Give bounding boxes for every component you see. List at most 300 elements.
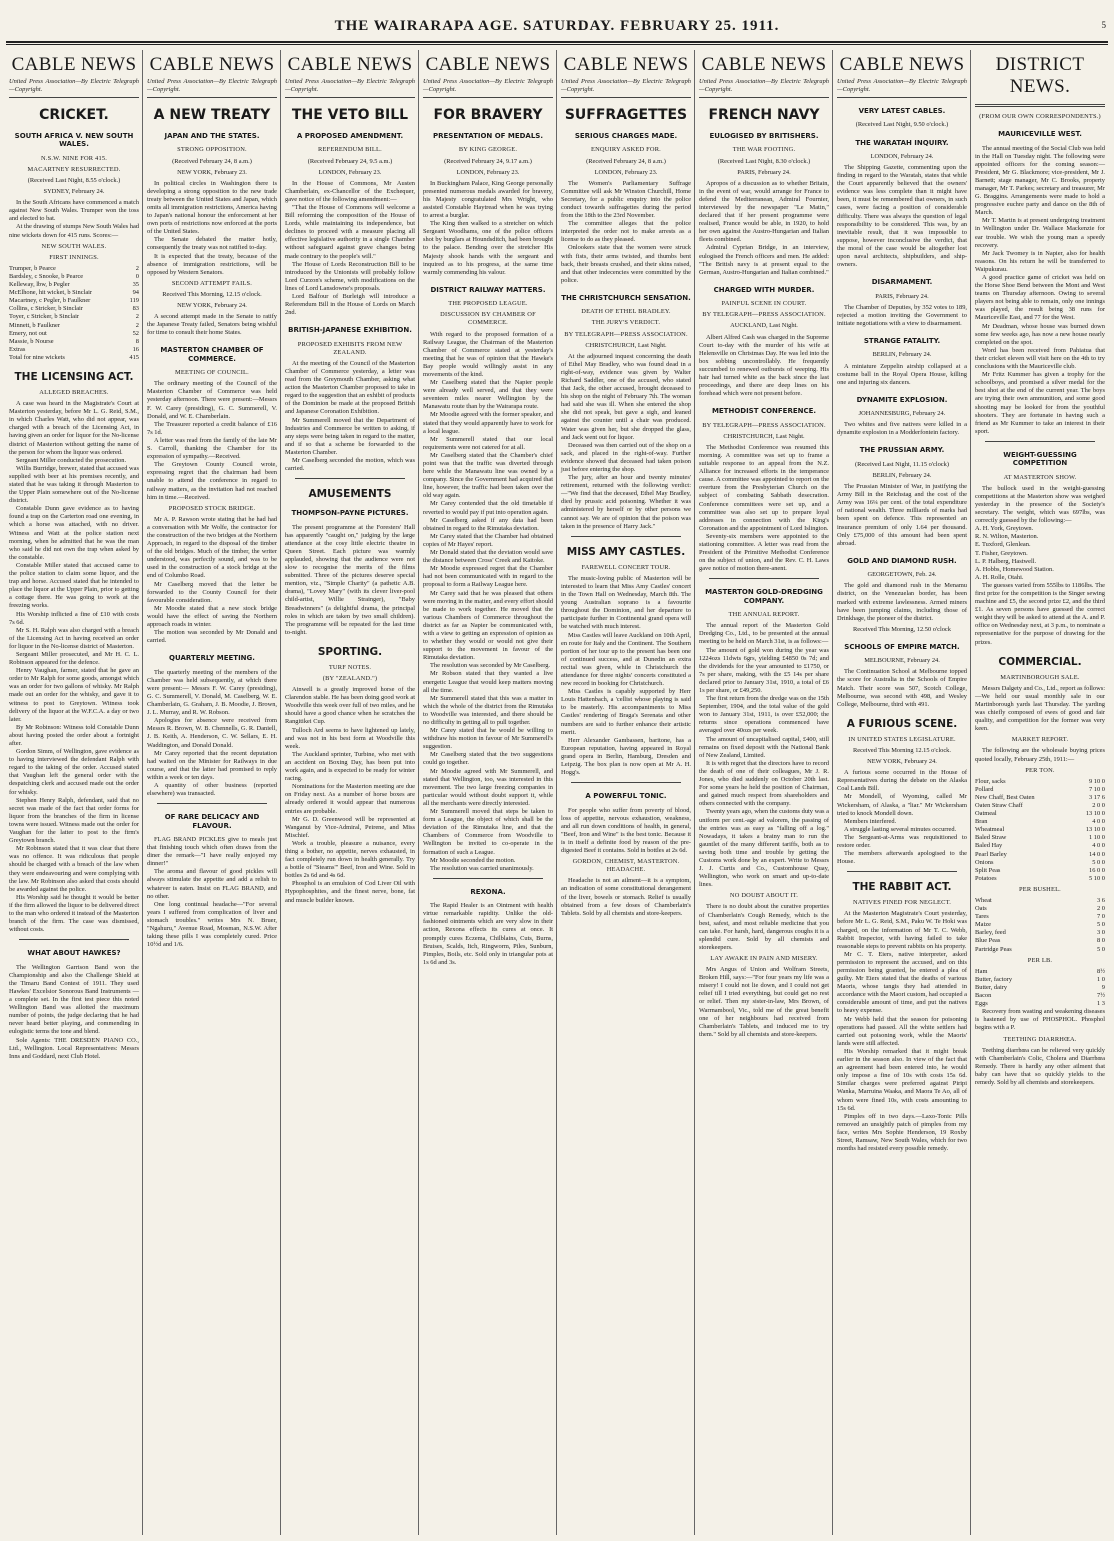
article-paragraph: Mr Caselberg stated that the two suggestions could go together.	[423, 751, 553, 767]
article-paragraph: Mr Caselberg moved that the letter be forwarded to the County Council for their favourable consideration.	[147, 580, 277, 604]
row-label: Minnett, b Faulkner	[9, 321, 60, 329]
section-rule	[847, 871, 957, 872]
article-title: A PROPOSED AMENDMENT.	[296, 132, 404, 140]
article-paragraph: Mr Donald stated that the deviation would save the distance between Cross' Creek and Kaitoke.	[423, 549, 553, 565]
article-paragraph: The jury, after an hour and twenty minutes' retirement, returned with the following verdict:—"We find that the deceased, Ethel May Bradley, died by prussic acid poisoning. Whether it was administered by herself or by other persons we cannot say. We are of opinion that the poison was taken in the presence of Harry Jack."	[561, 474, 691, 530]
row-label: Butter, dairy	[975, 983, 1008, 991]
section-rule	[19, 939, 129, 940]
table-row	[9, 305, 139, 313]
subheading: AT MASTERTON SHOW.	[1003, 473, 1077, 481]
row-value: 3 0	[1097, 929, 1105, 937]
subheading: REFERENDUM BILL.	[318, 146, 382, 154]
article-paragraph: Mr Summerell stated that our local requirements were not catered for at all.	[423, 435, 553, 451]
column-header: CABLE NEWS	[563, 54, 689, 75]
wire-credit: United Press Association—By Electric Telegraph—Copyright.	[423, 78, 553, 98]
wire-credit: United Press Association—By Electric Telegraph—Copyright.	[9, 78, 139, 98]
article-paragraph: In the House of Commons, Mr Austen Chamberlain, ex-Chancellor of the Exchequer, gave notice of the following amendment:—	[285, 179, 415, 203]
article-paragraph: Miss Castles is capably supported by Herr Louis Hattenbach, a 'cellist whose playing is said to be masterly. His accompaniments to Miss Castles' rendering of Braga's Serenata and other numbers are said to further enhance their artistic merit.	[561, 688, 691, 736]
article-paragraph: A furious scene occurred in the House of Representatives during the debate on the Alaska Coal Lands Bill.	[837, 769, 967, 793]
article-paragraph: Mr Carey said that he was pleased that others were moving in the matter, and every effort should be made to work together. He moved that the various Chambers of Commerce throughout the district as far as Napier be communicated with, with a view to getting an expression of opinion as to whether they would or would not give their support to the movement in favour of the Rimutaka deviation.	[423, 589, 553, 662]
column-divider	[280, 50, 281, 1535]
article-paragraph: Lord Balfour of Burleigh will introduce a Referendum Bill in the House of Lords on March 2nd.	[285, 293, 415, 317]
table-row	[975, 968, 1105, 976]
dateline: MELBOURNE, February 24.	[864, 657, 940, 665]
article-paragraph: Twenty years ago, when the customs duty was a uniform per cent.-age ad valorem, the passing of the entries was as easy as "falling off a log." Nowadays, it takes a brainy man to run the gauntlet of the many different tariffs, both as to saving both time and trouble by getting the Customs work done by an expert. Write to Messrs J. J. Curtis and Co., Customhouse Quay, Wellington, who work on smart and up-to-date lines.	[699, 808, 829, 889]
row-value: 5 0	[1097, 945, 1105, 953]
article-title: SPORTING.	[317, 645, 383, 658]
article-paragraph: Mr Caselberg stated that the Napier people were already well served, and that they were seventeen miles nearer Wellington by the Manawatu route than by the Wairarapa route.	[423, 379, 553, 411]
article-paragraph: There is no doubt about the curative properties of Chamberlain's Cough Remedy, which is the best, safest, and most reliable medicine that you can take. For harsh, hard, dangerous coughs it is a splendid cure. Sold by all chemists and storekeepers.	[699, 903, 829, 951]
row-value: 119	[129, 297, 139, 305]
article-paragraph: In Buckingham Palace, King George personally presented numerous medals awarded for bravery, his Majesty congratulated Mrs Wright, who assisted Constable Haytread when he was trying to arrest a burglar.	[423, 179, 553, 220]
article-paragraph: Tulloch Ard seems to have lightened up lately, and was not in his best form at Woodville this week.	[285, 726, 415, 750]
article-paragraph: The Treasurer reported a credit balance of £16 7s 1d.	[147, 420, 277, 436]
article-paragraph: Herr Alexander Gambassen, baritone, has a European reputation, having appeared in Royal grand opera in Berlin, Hamburg, Dresden and Leipzig. The box plan is now open at Mr A. H. Hogg's.	[561, 736, 691, 777]
article-paragraph: FLAG BRAND PICKLES give to meals just that finishing touch which often draws from the diner the remark—"I have really enjoyed my dinner!"	[147, 836, 277, 868]
article-paragraph: Sergeant Miller prosecuted, and Mr H. C. L. Robinson appeared for the defence.	[9, 650, 139, 667]
row-label: Bran	[975, 818, 988, 826]
article-paragraph: The Prussian Minister of War, in justifying the Army Bill in the Reichstag and the cost of the Army was 16¼ per cent. of the total expenditure of national wealth. Three milliards of marks had been spent on defence. This represented an insurance premium of only 1.64 per thousand. Only £75,000 of this amount had been spent abroad.	[837, 483, 967, 547]
row-value: 5 0 0	[1092, 858, 1105, 866]
section-rule	[985, 441, 1095, 442]
article-title: METHODIST CONFERENCE.	[711, 407, 817, 416]
row-label: R. N. Wilton, Masterton.	[975, 533, 1039, 541]
article-paragraph: Teething diarrhœa can be relieved very quickly with Chamberlain's Colic, Cholera and Diarrhœa Remedy. There is hardly any other ailment that baby can have that so quickly yields to the remedy. Sold by all chemists and storekeepers.	[975, 1046, 1105, 1086]
article-title: A POWERFUL TONIC.	[585, 792, 667, 801]
article-paragraph: Mr Robinson stated that it was clear that there was no offence. It was ridiculous that people should be charged with a breach of the law when they were endeavouring and were complying with the law. Mr Robinson also asked that costs should be awarded against the police.	[9, 845, 139, 893]
article-paragraph: The Shipping Gazette, commenting upon the finding in regard to the Waratah, states that while the Court apparently believed that the owners' evidence was less complete than it might have been, it must be remembered that owners, in such cases, were facing a position of considerable difficulty. There was always the question of legal responsibility to be considered. This was, by an inevitable result, that it was impossible to suppose, however inconclusive the verdict, that the moral of the case would be altogether lost upon naval architects, shipbuilders, and ship-owners.	[837, 164, 967, 269]
article-paragraph: Onlookers state that the women were struck with fists, their arms twisted, and thumbs bent back, their breasts crushed, and their skins raised, and that other indecencies were committed by the police.	[561, 244, 691, 284]
subheading: (BY "ZEALAND.")	[322, 675, 378, 682]
table-row	[9, 297, 139, 305]
table-row	[9, 330, 139, 338]
article-title: REXONA.	[470, 887, 506, 896]
article-paragraph: The Women's Parliamentary Suffrage Committee will ask Mr Winston Churchill, Home Secretary, for a public enquiry into the police conduct towards suffragettes during the period from the 18th to the 23rd November.	[561, 179, 691, 220]
column-header: CABLE NEWS	[149, 54, 275, 75]
article-paragraph: Phosphol is an emulsion of Cod Liver Oil with Hypophosphites, and the finest nerve, bone, fat and muscle builder known.	[285, 880, 415, 904]
row-value: 9 10 0	[1089, 777, 1105, 785]
table-row	[9, 354, 139, 362]
article-paragraph: The following are the wholesale buying prices quoted locally, February 25th, 1911:—	[975, 747, 1105, 763]
article-paragraph: His Worship remarked that it might break earlier in the season also. In view of the fact that an agreement had been entered into, he would only impose a fine of 10s with costs 15s 6d. Similar charges were preferred against Piripi Wanka, Marruina Waaka, and Maora Te Ao, all of whom were fined 10s, with costs amounting to 15s 6d.	[837, 1047, 967, 1112]
article-paragraph: Mr Fritz Kummer has given a trophy for the schoolboys, and promised a silver medal for the best shot at the end of the current year. The boys are trying their own ammunition, and some good shooting may be looked for from the youthful shooters. They are fortunate in having such a friend as Mr Kummer to take an interest in their sport.	[975, 371, 1105, 435]
table-row	[975, 525, 1105, 533]
article-paragraph: Mr Moodie agreed with the former speaker, and stated that they would apparently have to work for a local league.	[423, 411, 553, 435]
article-paragraph: Sergeant Miller conducted the prosecution.	[16, 456, 127, 464]
article-title: SOUTH AFRICA V. NEW SOUTH WALES.	[14, 132, 134, 149]
dateline: NEW YORK, February 24.	[177, 302, 247, 309]
article-paragraph: In the South Africans have commenced a match against New South Wales. Trumper won the toss and elected to bat.	[9, 199, 139, 223]
table-row	[975, 992, 1105, 1000]
article-title: VERY LATEST CABLES.	[858, 107, 946, 115]
subheading: PAINFUL SCENE IN COURT.	[721, 300, 807, 308]
received-line: (Received Last Night, 11.15 o'clock)	[855, 460, 949, 468]
article-title: GOLD AND DIAMOND RUSH.	[847, 556, 957, 565]
row-label: Baled Hay	[975, 842, 1003, 850]
row-value: 415	[129, 353, 139, 361]
article-title: DYNAMITE EXPLOSION.	[856, 395, 948, 404]
row-value: 2 0 0	[1092, 801, 1105, 809]
section-rule	[157, 803, 267, 804]
column-divider	[832, 50, 833, 1535]
article-paragraph: Work a trouble, pleasure a nuisance, every thing a bother, no appetite, nerves exhausted, in fact completely run down in health generally. Try a bottle of "Steams'" Beef, Iron and Wine. Sold in bottles 2s 6d and 4s 6d.	[285, 839, 415, 880]
table-row	[975, 976, 1105, 984]
article-paragraph: The Methodist Conference was resumed this morning. A committee was set up to frame a suitable response to an appeal from the N.Z. Alliance for increased efforts in the temperance cause. A committee was appointed to report on the overture from the Presbyterian Church on the subject of combating Sabbath desecration. Conference committees were set up, and a committee was also set up to prepare loyal addresses in connection with the King's Coronation and the appointment of Lord Islington.	[699, 443, 829, 532]
article-title: AMUSEMENTS	[308, 488, 392, 501]
article-paragraph: Mr Caselberg seconded the motion, which was carried.	[285, 457, 415, 473]
row-label: Bacon	[975, 992, 992, 1000]
received-line: (Received February 24, 9.5 a.m.)	[307, 157, 393, 165]
masthead-title: THE WAIRARAPA AGE. SATURDAY. FEBRUARY 25. 1911.	[334, 18, 780, 34]
row-value: 4 0 0	[1092, 842, 1105, 850]
row-value: 35	[132, 281, 139, 289]
article-paragraph: Miss Castles will leave Auckland on 10th April, en route for Italy and the Continent. The Southern portion of her tour up to the present has been one of continued success, and at Dunedin an extra recital was given, while in Christchurch the attendance for three nights' concerts constituted a new record in booking for Christchurch.	[561, 631, 691, 688]
column-divider	[694, 50, 695, 1535]
article-title: THOMPSON-PAYNE PICTURES.	[291, 509, 409, 518]
subheading: PROPOSED STOCK BRIDGE.	[168, 504, 256, 512]
article-title: THE LICENSING ACT.	[14, 370, 134, 383]
article-paragraph: The ordinary meeting of the Council of the Masterton Chamber of Commerce was held yesterday afternoon. There were present:—Messrs F. W. Carey (presiding), G. C. Summerell, V. Donald, and W. E. Chamberlain.	[147, 380, 277, 420]
page-number: 5	[1101, 20, 1106, 30]
subheading: DISCUSSION BY CHAMBER OF COMMERCE.	[440, 311, 536, 327]
row-value: 1 0	[1097, 975, 1105, 983]
row-label: A. Hobbs, Homewood Station.	[975, 565, 1054, 573]
row-label: Wheat	[975, 897, 992, 904]
row-label: Barley, feed	[975, 929, 1006, 937]
subheading: FIRST INNINGS.	[49, 253, 99, 261]
article-paragraph: Mr Summerell moved that steps be taken to form a League, the object of which shall be the deviation of the Rimutaka line, and that the Chambers of Commerce from Woodville to Wellington be invited to co-operate in the formation of such a League.	[423, 808, 553, 856]
row-value: 52	[132, 329, 139, 337]
received-line: (Received February 24, 8 a.m.)	[172, 157, 252, 165]
table-row	[975, 566, 1105, 574]
row-label: Blue Peas	[975, 937, 1001, 945]
table-row	[975, 875, 1105, 883]
article-paragraph: Willis Burridge, brewer, stated that accused was supplied with beer at his premises recently, and stated that he was taking it through Masterton to the Upper Plain somewhere out of the No-license district.	[9, 464, 139, 505]
received-line: Received This Morning, 12.50 o'clock	[853, 625, 951, 633]
row-value: 8 0	[1097, 937, 1105, 945]
article-paragraph: The amount of uncapitalised capital, £400, still remains on fixed deposit with the National Bank of New Zealand, Limited.	[699, 735, 829, 759]
article-paragraph: Constable Dunn gave evidence as to having found a trap on the Carterton road one evening, in which a horse was attached, with no driver. Witness and Watt at the police station next morning, when he admitted that he was the man who said he did not own the trap when asked by the constable.	[9, 505, 139, 561]
table-row	[9, 281, 139, 289]
subheading: MEETING OF COUNCIL.	[175, 369, 249, 377]
dateline: CHRISTCHURCH, Last Night.	[585, 341, 667, 349]
article-title: MISS AMY CASTLES.	[566, 545, 686, 558]
column-bravery	[420, 50, 556, 1535]
wire-credit: United Press Association—By Electric Telegraph—Copyright.	[285, 78, 415, 98]
article-paragraph: The amount of gold won during the year was 1224ozs 11dwts 6grs, yielding £4850 0s 7d; and the dividends for the year amounted to £1750, or 7s per share, making, with the £5 14s per share declared prior to January 31st, 1910, a total of £6 1s per share, or £49,250.	[699, 646, 829, 694]
row-label: T. Fisher, Greytown.	[975, 549, 1028, 557]
column-new-treaty	[144, 50, 280, 1535]
row-label: E. Tuxford, Glenlean.	[975, 541, 1031, 549]
article-title: JAPAN AND THE STATES.	[164, 132, 260, 140]
article-paragraph: Mr Summerell moved that the Department of Industries and Commerce be written to asking, if any steps were being taken in regard to the matter, and if so that a scheme be forwarded to the Masterton Chamber.	[285, 416, 415, 456]
article-paragraph: The present programme at the Foresters' Hall has apparently "caught on," judging by the large attendance at the cosy little electric theatre in Queen Street. Each picture was warmly applauded, showing that the audience were not slow to recognise the merits of the films submitted. Three of the pictures deserve special mention, viz., "Simple Charity" (a pathetic A.B. drama), "Lovey Mary" (with its clever liver-pool child-artist, Willie Strainger), "Baby Breadwinners" (a delightful drama, the principal roles in which are taken by two small children). The programme will be repeated for the last time to-night.	[285, 523, 415, 636]
row-label: A. H. York, Greytown.	[975, 525, 1034, 533]
column-header: CABLE NEWS	[287, 54, 413, 75]
article-paragraph: Apologies for absence were received from Messrs R. Brown, W. B. Chennells, G. R. Daniell, J. B. Keith, A. Henderson, C. W. Sellars, E. H. Waddington, and Donald Donald.	[147, 717, 277, 749]
article-paragraph: Seventy-six members were appointed to the stationing committee. A letter was read from the President of the Primitive Methodist Conference on the subject of union, and the Rev. C. H. Laws gave notice of motion there-anent.	[699, 532, 829, 573]
article-paragraph: Albert Alfred Cash was charged in the Supreme Court to-day with the murder of his wife at Helensville on Christmas Day. He was led into the box sobbing uncontrollably. He frequently succumbed to renewed outbursts of weeping. His hair had turned white as the back since the last proceedings, and there are deep lines on his forehead which were not present before.	[699, 333, 829, 398]
article-paragraph: Mr G. D. Greenwood will be represented at Wanganui by Vice-Admiral, Peirene, and Miss Mischief.	[285, 815, 415, 839]
article-paragraph: The Auckland sprinter, Turbine, who met with an accident on Boxing Day, has been put into work again, and is expected to be ready for winter racing.	[285, 750, 415, 783]
row-label: Split Peas	[975, 866, 1001, 874]
subheading: (FROM OUR OWN CORRESPONDENTS.)	[979, 113, 1101, 120]
article-paragraph: His Worship said he thought it would be better if the firm allowed the liquor to be delivered direct to the man who ordered it instead of the Masterton branch of the firm. The case was dismissed, without costs.	[9, 893, 139, 934]
row-label: Macartney, c Pegler, b Faulkner	[9, 297, 91, 305]
article-paragraph: Messrs Dalgety and Co., Ltd., report as follows:—We held our usual monthly sale in our Martinborough yards last Thursday. The yarding was chiefly composed of ewes of good and fair quality, and competition for the former was very keen.	[975, 684, 1106, 733]
article-paragraph: The gold and diamond rush in the Menamu district, on the Venezuelan border, has been marked with extreme lawlessness. Armed miners have been jumping claims, including those of Drinkhage, the pioneer of the district.	[837, 582, 967, 622]
subheading: STRONG OPPOSITION.	[177, 146, 247, 154]
article-paragraph: The Wellington Garrison Band won the Championship and also the Challenge Shield at the Timaru Band Contest of 1911. They used Hawkes' Excelsior Sonorous Band Instruments — a complete set. In the first test piece this noted Wellington Band was allotted the maximum number of points, the judge declaring that he had never heard better playing, and commending in eulogistic terms the tone and blend.	[9, 963, 139, 1036]
table-row	[975, 897, 1105, 905]
column-veto-bill	[282, 50, 418, 1535]
article-paragraph: The King then walked to a stretcher on which Sergeant Woodhams, one of the police officers shot by burglars at Houndsditch, had been brought to the palace. Bending over the stretcher His Majesty shook hands with the sergeant and inquired as to his progress, at the same time warmly commending his valour.	[423, 220, 553, 276]
subheading: THE PROPOSED LEAGUE.	[448, 300, 528, 308]
table-row	[9, 313, 139, 321]
row-label: Trumper, b Pearce	[9, 264, 56, 272]
table-row	[975, 842, 1105, 850]
section-rule	[571, 782, 681, 783]
subheading: GORDON, CHEMIST, MASTERTON. HEADACHE.	[572, 858, 680, 874]
article-title: MAURICEVILLE WEST.	[998, 130, 1082, 139]
article-title: FOR BRAVERY	[433, 107, 543, 123]
article-title: THE RABBIT ACT.	[852, 881, 952, 894]
article-paragraph: The Greytown County Council wrote, expressing regret that the chairman had been unable to attend the conference in regard to railway matters, as the invitation had not reached him in time.—Received.	[147, 461, 277, 501]
article-paragraph: At the adjourned inquest concerning the death of Ethel May Bradley, who was found dead in a right-of-way, evidence was given by Walter Richard Saddler, one of the accused, who stated that Jack, the other accused, brought deceased to his shop on the night of February 7th. The woman had said she was ill. When she entered the shop she did not speak, but gave a sigh, and leaned against the counter until a chair was produced. Water was given her, but she dropped the glass, and Jack went out for liquor.	[561, 352, 691, 441]
dateline: BERLIN, February 24.	[872, 471, 932, 479]
table-row	[975, 984, 1105, 992]
article-paragraph: Headache is not an ailment—it is a symptom, an indication of some constitutional derangement of the liver, bowels or stomach. Relief is usually obtained from a few doses of Chamberlain's Tablets. Sold by all chemists and store-keepers.	[561, 877, 691, 917]
article-paragraph: Mr Mondell, of Wyoming, called Mr Wickersham, of Alaska, a "liar." Mr Wickersham tried to knock Mondell down.	[837, 793, 967, 817]
subheading: N.S.W. NINE FOR 415.	[40, 154, 108, 162]
table-row	[975, 913, 1105, 921]
table-row	[9, 322, 139, 330]
dateline: LONDON, February 24.	[870, 152, 934, 160]
article-title: QUARTERLY MEETING.	[169, 654, 255, 663]
subheading: PROPOSED EXHIBITS FROM NEW ZEALAND.	[297, 340, 403, 356]
table-row	[975, 834, 1105, 842]
subheading: TEETHING DIARRHŒA.	[1003, 1035, 1077, 1043]
subheading: BY TELEGRAPH—PRESS ASSOCIATION.	[702, 421, 826, 429]
article-paragraph: Mr Carey reported that the recent deputation had waited on the Minister for Railways in due course, and that the latter had promised to reply within a week or ten days.	[147, 749, 277, 781]
article-paragraph: The quarterly meeting of the members of the Chamber was held subsequently, at which there were present:— Messrs F. W. Carey (presiding), G. C. Summerell, V. Donald, M. Caselberg, W. E. Chamberlain, G. Graham, J. B. Moodie, J. Brown, J. L. Murray, and R. W. Robson.	[147, 668, 277, 717]
table-row	[975, 533, 1105, 541]
row-label: Extras	[9, 345, 26, 353]
section-rule	[709, 578, 819, 579]
wire-credit: United Press Association—By Electric Telegraph—Copyright.	[561, 78, 691, 98]
dateline: NEW YORK, February 24.	[867, 758, 937, 766]
article-title: THE VETO BILL	[291, 107, 409, 123]
table-row	[975, 778, 1105, 786]
article-title: OF RARE DELICACY AND FLAVOUR.	[164, 813, 260, 830]
subheading: IN UNITED STATES LEGISLATURE.	[848, 735, 956, 743]
article-paragraph: The House of Lords Reconstruction Bill to be introduced by the Unionists will probably follow Lord Curzon's scheme, with modifications on the lines of Lord Lansdowne's proposals.	[285, 260, 415, 292]
received-line: Received This Morning, 12.15 o'clock.	[162, 290, 262, 298]
row-value: 0	[135, 272, 139, 280]
article-paragraph: Mr Carey stated that he would be willing to withdraw his motion in favour of Mr Summerell's suggestion.	[423, 727, 553, 751]
article-paragraph: Ainwell is a greatly improved horse of the Clarendon stable. He has been doing good work at Woodville this week over full of two miles, and he should have a good chance when he scratches the Rangitikei Cup.	[285, 686, 415, 726]
dateline: BERLIN, February 24.	[872, 351, 932, 359]
article-title: SERIOUS CHARGES MADE.	[574, 132, 678, 140]
article-paragraph: Pimples off in two days.—Laxo-Tonic Pills removed an unsightly patch of pimples from my face, writes Mrs Sophie Henderson, 19 Roxby Street, Ramsaw, New South Wales, which for two months had resisted every possible remedy.	[837, 1112, 967, 1153]
subheading: MARKET REPORT.	[1011, 736, 1069, 744]
article-title: COMMERCIAL.	[998, 655, 1082, 668]
subheading: THE WAR FOOTING.	[732, 146, 796, 154]
dateline: LONDON, February 23.	[318, 168, 382, 176]
row-label: Oatmeal	[975, 810, 997, 818]
article-paragraph: Recovery from wasting and weakening diseases is hastened by use of PHOSPHOL. Phosphol begins with a P.	[975, 1008, 1105, 1032]
article-paragraph: At the Masterton Magistrate's Court yesterday, before Mr L. G. Reid, S.M., Paku W. Te Hoki was charged, on the information of Mr T. C. Webb, Rabbit Inspector, with having failed to take reasonable steps to prevent rabbits on his property.	[837, 910, 967, 950]
subheading: TURF NOTES.	[328, 663, 372, 671]
article-paragraph: A miniature Zeppelin airship collapsed at a costume ball in the Royal Opera House, killing one and injuring six dancers.	[837, 362, 967, 386]
article-paragraph: The committee alleges that the police interpreted the order not to make arrests as a license to do as they pleased.	[561, 220, 691, 244]
article-paragraph: A letter was read from the family of the late Mr S. Carroll, thanking the Chamber for its expression of sympathy.—Received.	[147, 436, 277, 461]
article-paragraph: The Continuation School at Melbourne topped the score for Australia in the Schools of Empire Match. Their score was 507, Scotch College, Melbourne, was second with 498, and Wesley College, Melbourne, third with 491.	[837, 668, 967, 708]
subheading: NEW SOUTH WALES.	[41, 242, 107, 250]
column-french-navy	[696, 50, 832, 1535]
article-title: DISTRICT RAILWAY MATTERS.	[430, 285, 546, 294]
row-value: 4 0 0	[1092, 818, 1105, 826]
table-row	[975, 905, 1105, 913]
article-paragraph: The motion was seconded by Mr Donald and carried.	[147, 629, 277, 645]
article-paragraph: A second attempt made in the Senate to ratify the Japanese Treaty failed, Senators being wishful for time to consult their home States.	[147, 313, 277, 337]
row-label: Collins, c Stricker, b Sinclair	[9, 305, 83, 313]
table-row	[975, 867, 1105, 875]
article-title: PRESENTATION OF MEDALS.	[432, 132, 544, 140]
article-title: THE CHRISTCHURCH SENSATION.	[561, 293, 691, 302]
row-value: 13 10 0	[1085, 810, 1105, 818]
masthead	[0, 18, 1114, 40]
table-row	[975, 574, 1105, 582]
table-row	[9, 289, 139, 297]
table-row	[9, 273, 139, 281]
wire-credit: United Press Association—By Electric Telegraph—Copyright.	[147, 78, 277, 98]
column-header: CABLE NEWS	[839, 54, 965, 75]
article-title: SCHOOLS OF EMPIRE MATCH.	[844, 642, 960, 651]
article-paragraph: Apropos of a discussion as to whether Britain, in the event of war, would arrange for France to defend the Mediterranean, Admiral Fournier, interviewed by the newspaper "Le Matin," declared that if her present programme were realised, France would be able, in 1920, to hold her own against the Austro-Hungarian and Italian fleets combined.	[699, 179, 829, 244]
article-paragraph: A good practice game of cricket was held on the Horse Shoe Bend between the Mont and West teams on Thursday afternoon. Owing to several players not being able to remain, only one innings was played, the result being 38 runs for Mauriceville East, and 77 for the West.	[975, 274, 1105, 322]
article-paragraph: Mr Deadman, whose house was burned down some few weeks ago, has now a new house nearly completed on the spot.	[975, 322, 1105, 346]
row-value: 16 0 0	[1089, 866, 1105, 874]
article-paragraph: Mr A. P. Rawson wrote stating that he had had a conversation with Mr Wolfe, the contractor for the construction of the two bridges at the Northern Approach, in regard to the disposal of the timber of the old bridges. Much of the timber, the writer understood, was perfectly sound, and was to be used in the construction of a stock bridge at the end of Columbo Road.	[147, 515, 277, 580]
row-value: 5 0	[1097, 921, 1105, 929]
article-paragraph: The Chamber of Deputies, by 352 votes to 189, rejected a motion inviting the Government to initiate negotiations with a view to disarmament.	[837, 303, 967, 327]
row-label: Potatoes	[975, 874, 997, 882]
subheading: THE JURY'S VERDICT.	[591, 319, 661, 327]
article-paragraph: For people who suffer from poverty of blood, loss of appetite, nervous exhaustion, weakness, and all run down conditions of health, in general, "Beef, Iron and Wine" is the best tonic. Because it is in itself a definite food by reason of the pre-digested Beef it contains. Sold in bottles at 2s 6d.	[561, 806, 691, 855]
subheading: SECOND ATTEMPT FAILS.	[171, 279, 253, 287]
article-paragraph: Mr S. H. Ralph was also charged with a breach of the Licensing Act in having received an order for liquor in the No-license district of Masterton.	[9, 626, 139, 650]
row-label: Oats	[975, 905, 987, 913]
row-value: 8½	[1097, 967, 1105, 975]
row-label: McElhone, hit wicket, b Sinclair	[9, 289, 93, 297]
article-title: DISARMAMENT.	[871, 278, 933, 287]
article-paragraph: The first return from the dredge was on the 15th September, 1904, and the total value of the gold won to January 31st, 1911, is over £52,000; the returns since operations commenced have averaged over 40ozs per week.	[699, 695, 829, 735]
article-paragraph: Stephen Henry Ralph, defendant, said that no secret was made of the fact that order forms for liquor from the branches of the firm in license towns were issued. Witness made out the order for Vaughan for the latter to post to the firm's Greytown branch.	[9, 796, 139, 845]
table-row	[975, 826, 1105, 834]
row-label: L. P. Halberg, Hastwell.	[975, 557, 1037, 565]
row-value: 7 0	[1097, 913, 1105, 921]
article-paragraph: Sole Agents: THE DRESDEN PIANO CO., Ltd., Wellington. Local Representatives: Messrs Inns and Goddard, next Club Hotel.	[9, 1036, 139, 1060]
table-row	[975, 802, 1105, 810]
table-row	[975, 550, 1105, 558]
row-value: 1 10 0	[1089, 834, 1105, 842]
row-value: 7½	[1097, 992, 1105, 1000]
subheading: THE ANNUAL REPORT.	[728, 611, 800, 619]
table-row	[975, 937, 1105, 945]
article-paragraph: The bullock used in the weight-guessing competitions at the Masterton show was weighed yesterday in the presence of the Society's secretary. The weight, which was 697lbs, was correctly guessed by the following:—	[975, 484, 1105, 525]
article-title: WEIGHT-GUESSING COMPETITION	[1003, 450, 1077, 468]
dateline: NEW YORK, February 23.	[177, 168, 247, 176]
received-line: (Received February 24, 8 a.m.)	[586, 157, 666, 165]
row-label: Maize	[975, 921, 991, 929]
row-label: Pollard	[975, 785, 994, 793]
article-paragraph: It is expected that the treaty, because of the absence of immigration restrictions, will be opposed by Western Senators.	[147, 252, 277, 276]
article-title: SUFFRAGETTES	[564, 107, 688, 123]
article-paragraph: The annual report of the Masterton Gold Dredging Co., Ltd., to be presented at the annual meeting to be held on March 31st, is as follows:—	[699, 622, 829, 646]
column-divider	[418, 50, 419, 1535]
article-paragraph: Mr Carey stated that the Chamber had obtained copies of Mr Hayes' report.	[423, 532, 553, 548]
article-paragraph: Mr Robson stated that they wanted a live energetic League that would keep matters moving all the time.	[423, 670, 553, 694]
table-row	[9, 338, 139, 346]
row-value: 16	[132, 345, 139, 353]
article-title: WHAT ABOUT HAWKES?	[27, 949, 121, 958]
article-paragraph: "That the House of Commons will welcome a Bill reforming the composition of the House of Lords, while maintaining its independence, but declines to proceed with a measure placing all effective legislative authority in a single Chamber without safeguard against grave changes being made contrary to the people's will."	[285, 203, 415, 260]
received-line: (Received Last Night, 9.50 o'clock.)	[855, 121, 949, 129]
table-row	[975, 558, 1105, 566]
row-label: Bardsley, c Snooke, b Pearce	[9, 272, 84, 280]
masthead-rule	[6, 41, 1108, 45]
article-paragraph: In political circles in Washington there is developing a strong opposition to the new trade treaty between the United States and Japan, which omits all immigration restrictions, America having to Japan's national honour the enforcement at her own ports of restrictions now enforced at the ports of the United States.	[147, 179, 277, 236]
article-paragraph: At the meeting of the Council of the Masterton Chamber of Commerce yesterday, a letter was read from the Greymouth Chamber, asking what action the Masterton Chamber proposed to take in regard to the suggestion that an exhibit of products of the Dominion be made at the proposed British and Japanese Coronation Exhibition.	[285, 359, 415, 416]
article-paragraph: Constable Miller stated that accused came to the police station to claim some liquor, and the trap and horse. Accused stated that he intended to place the liquor at the Upper Plain, prior to getting a cottage there. He was going to work at the freezing works.	[9, 561, 139, 610]
table-row	[975, 929, 1105, 937]
article-paragraph: Admiral Cyprian Bridge, in an interview, eulogised the French officers and men. He added: "The British navy is at present equal to the German, Austro-Hungarian and Italian combined."	[699, 244, 829, 276]
row-value: 2	[135, 264, 139, 272]
subheading: NO DOUBT ABOUT IT.	[729, 892, 799, 900]
article-paragraph: It is with regret that the directors have to record the death of one of their colleagues, Mr J. R. Jones, who died suddenly on October 20th last. For some years he held the position of Chairman, and gained much respect from shareholders and others connected with the company.	[699, 759, 829, 808]
article-paragraph: Nominations for the Masterton meeting are due on Friday next. As a number of horse boxes are already ordered it would appear that numerous entries are probable.	[285, 783, 415, 815]
article-title: MASTERTON GOLD-DREDGING COMPANY.	[705, 588, 823, 605]
row-label: Flour, sacks	[975, 777, 1006, 785]
row-label: Kelleway, lbw, b Pegler	[9, 281, 70, 289]
article-paragraph: Mr Carey contended that the old timetable if reverted to would pay if put into operation again.	[423, 500, 553, 516]
dateline: CHRISTCHURCH, Last Night.	[723, 432, 805, 440]
row-value: 2	[135, 313, 139, 321]
row-label: Butter, factory	[975, 975, 1013, 983]
dateline: AUCKLAND, Last Night.	[730, 322, 798, 330]
table-row	[975, 851, 1105, 859]
article-paragraph: Members interfered.	[844, 817, 897, 825]
article-paragraph: Two whites and five natives were killed in a dynamite explosion in a Modderfontein factory.	[837, 421, 967, 437]
article-paragraph: The Senate debated the matter hotly, consequently the treaty was not ratified to-day.	[147, 236, 277, 252]
article-paragraph: The resolution was seconded by Mr Caselberg.	[430, 662, 551, 670]
dateline: SYDNEY, February 24.	[43, 188, 105, 196]
column-divider	[970, 50, 971, 1535]
article-paragraph: Mr Moodie expressed regret that the Chamber had not been communicated with in regard to the proposal to form a Railway League here.	[423, 565, 553, 589]
article-paragraph: Mr Webb held that the season for poisoning operations had passed. All the white settlers had carried out poisoning work, while the Maoris' lands were still affected.	[837, 1015, 967, 1047]
table-row	[975, 946, 1105, 954]
row-value: 2	[135, 321, 139, 329]
column-header: CABLE NEWS	[701, 54, 827, 75]
column-divider	[142, 50, 143, 1535]
row-value: 94	[132, 289, 139, 297]
article-paragraph: A case was heard in the Magistrate's Court at Masterton yesterday, before Mr L. G. Reid, S.M., in which Charles Watt, who did not appear, was charged with a breach of the Licensing Act, in having given an order for liquor for the No-license district of Masterton without getting the name of the person for whom the liquor was ordered.	[9, 400, 139, 456]
article-paragraph: The members afterwards apologised to the House.	[837, 850, 967, 866]
row-value: 5 10 0	[1089, 874, 1105, 882]
article-paragraph: By Mr Robinson: Witness told Constable Dunn about having posted the order about a fortnight after.	[9, 723, 139, 747]
article-paragraph: Mr Caselberg asked if any data had been obtained in regard to the Rimutaka deviation.	[423, 516, 553, 532]
